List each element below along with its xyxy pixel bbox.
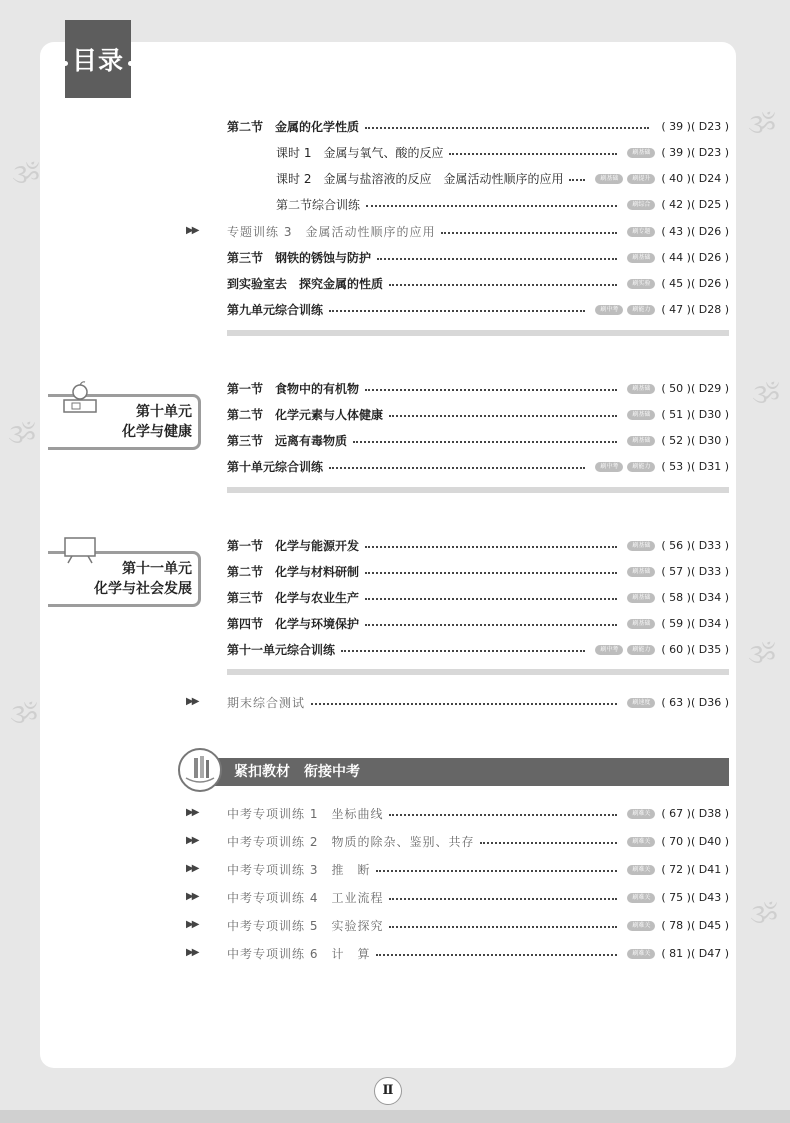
toc-row-label: 中考专项训练 2 物质的除杂、鉴别、共存 (227, 835, 475, 849)
toc-row-label: 期末综合测试 (227, 696, 306, 710)
practice-tag: 刷基础 (627, 384, 655, 394)
practice-tag: 刷中考 (595, 462, 623, 472)
toc-row-label: 第九单元综合训练 (227, 303, 324, 317)
toc-row[interactable] (227, 589, 729, 607)
toc-row[interactable] (227, 563, 729, 581)
practice-tag: 刷基础 (627, 148, 655, 158)
background-swirl-decoration: ૐ (748, 110, 777, 140)
apple-book-icon (62, 380, 98, 414)
toc-row-label: 中考专项训练 5 实验探究 (227, 919, 384, 933)
practice-tag: 刷中考 (595, 645, 623, 655)
footer-band (0, 1110, 790, 1123)
toc-row-label: 第二节 化学与材料研制 (227, 565, 360, 579)
toc-row-label: 中考专项训练 1 坐标曲线 (227, 807, 384, 821)
toc-row-ref: ( 43 )( D26 ) (661, 225, 729, 238)
toc-row-ref: ( 40 )( D24 ) (661, 172, 729, 185)
toc-row[interactable] (227, 694, 729, 712)
toc-row-ref: ( 59 )( D34 ) (661, 617, 729, 630)
toc-row[interactable] (227, 537, 729, 555)
practice-tag: 刷基础 (627, 541, 655, 551)
leader-dots (389, 415, 617, 417)
section-divider (227, 669, 729, 675)
toc-row[interactable] (227, 805, 729, 823)
double-arrow-icon: ▶▶ (186, 947, 198, 958)
practice-tag: 刷实验 (627, 279, 655, 289)
practice-tag: 刷中考 (595, 305, 623, 315)
toc-row-ref: ( 53 )( D31 ) (661, 460, 729, 473)
double-arrow-icon: ▶▶ (186, 807, 198, 818)
unit-title: 化学与健康 (122, 424, 192, 440)
leader-dots (365, 127, 649, 129)
toc-row-label: 中考专项训练 6 计 算 (227, 947, 371, 961)
practice-tag: 刷难关 (627, 865, 655, 875)
toc-row[interactable] (227, 615, 729, 633)
background-swirl-decoration: ૐ (752, 380, 781, 410)
toc-row-ref: ( 56 )( D33 ) (661, 539, 729, 552)
practice-tag: 刷专题 (627, 227, 655, 237)
unit-number: 第十一单元 (122, 561, 192, 577)
leader-dots (569, 179, 585, 181)
toc-row-ref: ( 44 )( D26 ) (661, 251, 729, 264)
toc-row[interactable] (227, 889, 729, 907)
leader-dots (449, 153, 617, 155)
unit-number: 第十单元 (136, 404, 192, 420)
page-number: Ⅱ (374, 1077, 402, 1105)
practice-tag: 刷提升 (627, 174, 655, 184)
leader-dots (441, 232, 617, 234)
toc-row-label: 第十一单元综合训练 (227, 643, 336, 657)
practice-tag: 刷速度 (627, 698, 655, 708)
leader-dots (365, 624, 617, 626)
toc-row-label: 中考专项训练 4 工业流程 (227, 891, 384, 905)
toc-row[interactable] (227, 833, 729, 851)
toc-row[interactable] (227, 275, 729, 293)
toc-row-label: 课时 1 金属与氧气、酸的反应 (276, 146, 444, 160)
section-banner (206, 758, 729, 786)
toc-row-ref: ( 42 )( D25 ) (661, 198, 729, 211)
leader-dots (365, 389, 617, 391)
practice-tag: 刷基础 (627, 436, 655, 446)
blackboard-icon (62, 536, 98, 564)
leader-dots (311, 703, 617, 705)
toc-row-label: 第三节 钢铁的锈蚀与防护 (227, 251, 372, 265)
toc-row-label: 第三节 化学与农业生产 (227, 591, 360, 605)
toc-row-label: 第二节综合训练 (276, 198, 361, 212)
toc-row[interactable] (276, 196, 729, 214)
toc-row-ref: ( 45 )( D26 ) (661, 277, 729, 290)
banner-title: 紧扣教材 衔接中考 (234, 764, 360, 780)
leader-dots (389, 926, 617, 928)
leader-dots (353, 441, 617, 443)
toc-row-ref: ( 67 )( D38 ) (661, 807, 729, 820)
leader-dots (365, 546, 617, 548)
toc-row-ref: ( 52 )( D30 ) (661, 434, 729, 447)
practice-tag: 刷难关 (627, 921, 655, 931)
double-arrow-icon: ▶▶ (186, 891, 198, 902)
toc-row[interactable] (227, 223, 729, 241)
toc-row[interactable] (227, 432, 729, 450)
toc-row-label: 第二节 金属的化学性质 (227, 120, 360, 134)
practice-tag: 刷基础 (627, 593, 655, 603)
double-arrow-icon: ▶▶ (186, 225, 198, 236)
toc-row-ref: ( 51 )( D30 ) (661, 408, 729, 421)
practice-tag: 刷难关 (627, 837, 655, 847)
practice-tag: 刷基础 (627, 410, 655, 420)
toc-row-label: 第一节 食物中的有机物 (227, 382, 360, 396)
background-swirl-decoration: ૐ (12, 160, 41, 190)
leader-dots (366, 205, 617, 207)
leader-dots (376, 954, 617, 956)
practice-tag: 刷能力 (627, 462, 655, 472)
leader-dots (365, 598, 617, 600)
toc-row-ref: ( 39 )( D23 ) (661, 146, 729, 159)
leader-dots (365, 572, 617, 574)
leader-dots (480, 842, 617, 844)
toc-row-ref: ( 50 )( D29 ) (661, 382, 729, 395)
practice-tag: 刷综合 (627, 200, 655, 210)
toc-row-label: 第二节 化学元素与人体健康 (227, 408, 384, 422)
leader-dots (376, 870, 617, 872)
toc-row[interactable] (227, 118, 729, 136)
toc-row-label: 专题训练 3 金属活动性顺序的应用 (227, 225, 436, 239)
toc-row-ref: ( 57 )( D33 ) (661, 565, 729, 578)
toc-title (65, 20, 131, 98)
practice-tag: 刷基础 (627, 253, 655, 263)
toc-row[interactable] (227, 861, 729, 879)
toc-row-ref: ( 81 )( D47 ) (661, 947, 729, 960)
toc-row[interactable] (227, 917, 729, 935)
toc-row[interactable] (227, 249, 729, 267)
double-arrow-icon: ▶▶ (186, 835, 198, 846)
practice-tag: 刷难关 (627, 949, 655, 959)
background-swirl-decoration: ૐ (10, 700, 39, 730)
section-divider (227, 487, 729, 493)
toc-row-label: 中考专项训练 3 推 断 (227, 863, 371, 877)
toc-row[interactable] (276, 170, 729, 188)
section-divider (227, 330, 729, 336)
toc-row[interactable] (227, 945, 729, 963)
toc-row-ref: ( 78 )( D45 ) (661, 919, 729, 932)
background-swirl-decoration: ૐ (748, 640, 777, 670)
practice-tag: 刷难关 (627, 893, 655, 903)
toc-row-label: 第三节 远离有毒物质 (227, 434, 348, 448)
toc-row[interactable] (227, 641, 729, 659)
leader-dots (389, 898, 617, 900)
toc-row-ref: ( 75 )( D43 ) (661, 891, 729, 904)
practice-tag: 刷基础 (627, 567, 655, 577)
toc-row-label: 第四节 化学与环境保护 (227, 617, 360, 631)
unit-title: 化学与社会发展 (94, 581, 192, 597)
leader-dots (329, 467, 585, 469)
toc-row-ref: ( 47 )( D28 ) (661, 303, 729, 316)
toc-row-ref: ( 70 )( D40 ) (661, 835, 729, 848)
flask-emblem-icon (178, 748, 222, 792)
toc-row-ref: ( 63 )( D36 ) (661, 696, 729, 709)
double-arrow-icon: ▶▶ (186, 863, 198, 874)
double-arrow-icon: ▶▶ (186, 919, 198, 930)
leader-dots (377, 258, 617, 260)
double-arrow-icon: ▶▶ (186, 696, 198, 707)
toc-row[interactable] (276, 144, 729, 162)
toc-row-label: 课时 2 金属与盐溶液的反应 金属活动性顺序的应用 (276, 172, 564, 186)
toc-row[interactable] (227, 458, 729, 476)
practice-tag: 刷能力 (627, 305, 655, 315)
toc-row-label: 第十单元综合训练 (227, 460, 324, 474)
practice-tag: 刷基础 (595, 174, 623, 184)
leader-dots (341, 650, 585, 652)
toc-title-text: 目录 (71, 46, 124, 75)
background-swirl-decoration: ૐ (8, 420, 37, 450)
toc-row-ref: ( 58 )( D34 ) (661, 591, 729, 604)
leader-dots (389, 814, 617, 816)
toc-row-label: 到实验室去 探究金属的性质 (227, 277, 384, 291)
toc-row[interactable] (227, 380, 729, 398)
toc-row[interactable] (227, 301, 729, 319)
toc-row-label: 第一节 化学与能源开发 (227, 539, 360, 553)
leader-dots (329, 310, 585, 312)
toc-row-ref: ( 39 )( D23 ) (661, 120, 729, 133)
toc-row-ref: ( 72 )( D41 ) (661, 863, 729, 876)
practice-tag: 刷能力 (627, 645, 655, 655)
background-swirl-decoration: ૐ (750, 900, 779, 930)
leader-dots (389, 284, 617, 286)
toc-row[interactable] (227, 406, 729, 424)
toc-row-ref: ( 60 )( D35 ) (661, 643, 729, 656)
practice-tag: 刷难关 (627, 809, 655, 819)
practice-tag: 刷基础 (627, 619, 655, 629)
